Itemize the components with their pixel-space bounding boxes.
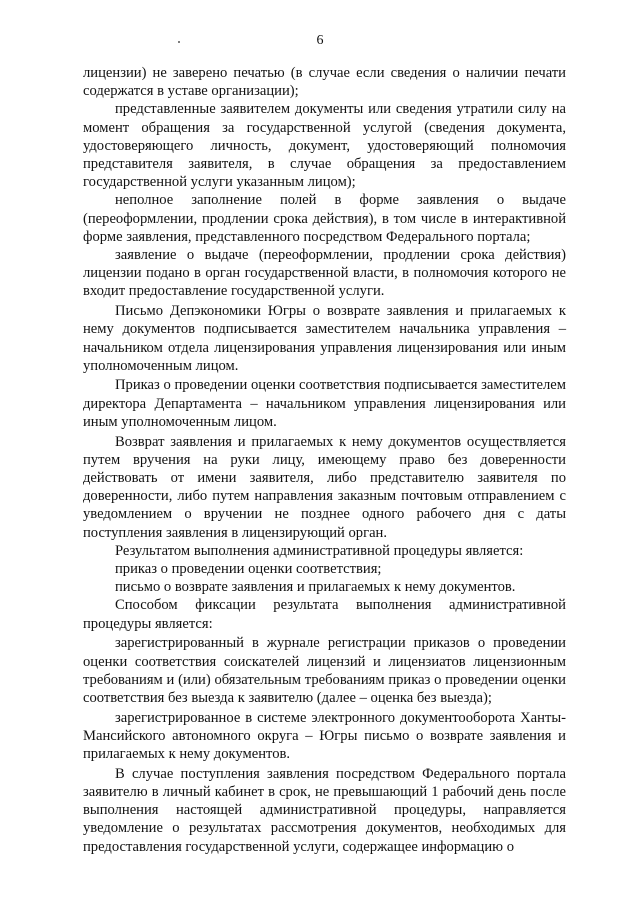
list-item-registered-letter: зарегистрированное в системе электронного документооборота Ханты-Мансийского автономного округа – Югры письмо о возврате заявления и прилагаемых к нему документов. bbox=[83, 709, 566, 763]
document-body bbox=[83, 64, 566, 856]
paragraph-result-recording: Способом фиксации результата выполнения административной процедуры является: bbox=[83, 597, 566, 632]
paragraph-wrong-authority: заявление о выдаче (переоформлении, продлении срока действия) лицензии подано в орган государственной власти, в полномочия которого не входит предоставление государственной услуги. bbox=[83, 247, 566, 300]
paragraph-procedure-result: Результатом выполнения административной процедуры является: bbox=[115, 542, 524, 559]
paragraph-return-letter-signing: Письмо Депэкономики Югры о возврате заявления и прилагаемых к нему документов подписывается заместителем начальника управления – начальником отдела лицензирования управления лицензирования или иным уполномоченным лицом. bbox=[83, 303, 566, 374]
paragraph-federal-portal-notice: В случае поступления заявления посредством Федерального портала заявителю в личный кабинет в срок, не превышающий 1 рабочий день после выполнения настоящей административной процедуры, направляется уведомление о результатах рассмотрения документов, необходимых для предоставления государственной услуги, содержащее информацию о bbox=[83, 765, 566, 855]
paragraph-return-procedure: Возврат заявления и прилагаемых к нему документов осуществляется путем вручения на руки лицу, имеющему право без доверенности действовать от имени заявителя, либо представителю заявителя по доверенности, либо путем направления заказным почтовым отправлением с уведомлением о вручении не позднее одного рабочего дня с даты поступления заявления в лицензирующий орган. bbox=[83, 433, 566, 541]
paragraph-documents-expired: представленные заявителем документы или сведения утратили силу на момент обращения за государственной услугой (сведения документа, удостоверяющего личность, документ, удостоверяющий полномочия представителя заявителя, в случае обращения за предоставлением государственной услуги указанным лицом); bbox=[83, 101, 566, 191]
paragraph-seal-not-certified: лицензии) не заверено печатью (в случае если сведения о наличии печати содержатся в уставе организации); bbox=[83, 65, 566, 100]
list-item-assessment-order: приказ о проведении оценки соответствия; bbox=[115, 560, 382, 577]
list-item-return-letter: письмо о возврате заявления и прилагаемых к нему документов. bbox=[115, 579, 516, 596]
page-number: 6 bbox=[316, 33, 324, 48]
paragraph-incomplete-form: неполное заполнение полей в форме заявления о выдаче (переоформлении, продлении срока действия), в том числе в интерактивной форме заявления, представленного посредством Федерального портала; bbox=[83, 192, 566, 245]
list-item-registered-order: зарегистрированный в журнале регистрации приказов о проведении оценки соответствия соискателей лицензий и лицензиатов лицензионным требованиям и (или) обязательным требованиям приказ о проведении оценки соответствия без выезда к заявителю (далее – оценка без выезда); bbox=[83, 635, 566, 706]
paragraph-order-signing: Приказ о проведении оценки соответствия подписывается заместителем директора Департамента – начальником управления лицензирования или иным уполномоченным лицом. bbox=[83, 377, 566, 430]
